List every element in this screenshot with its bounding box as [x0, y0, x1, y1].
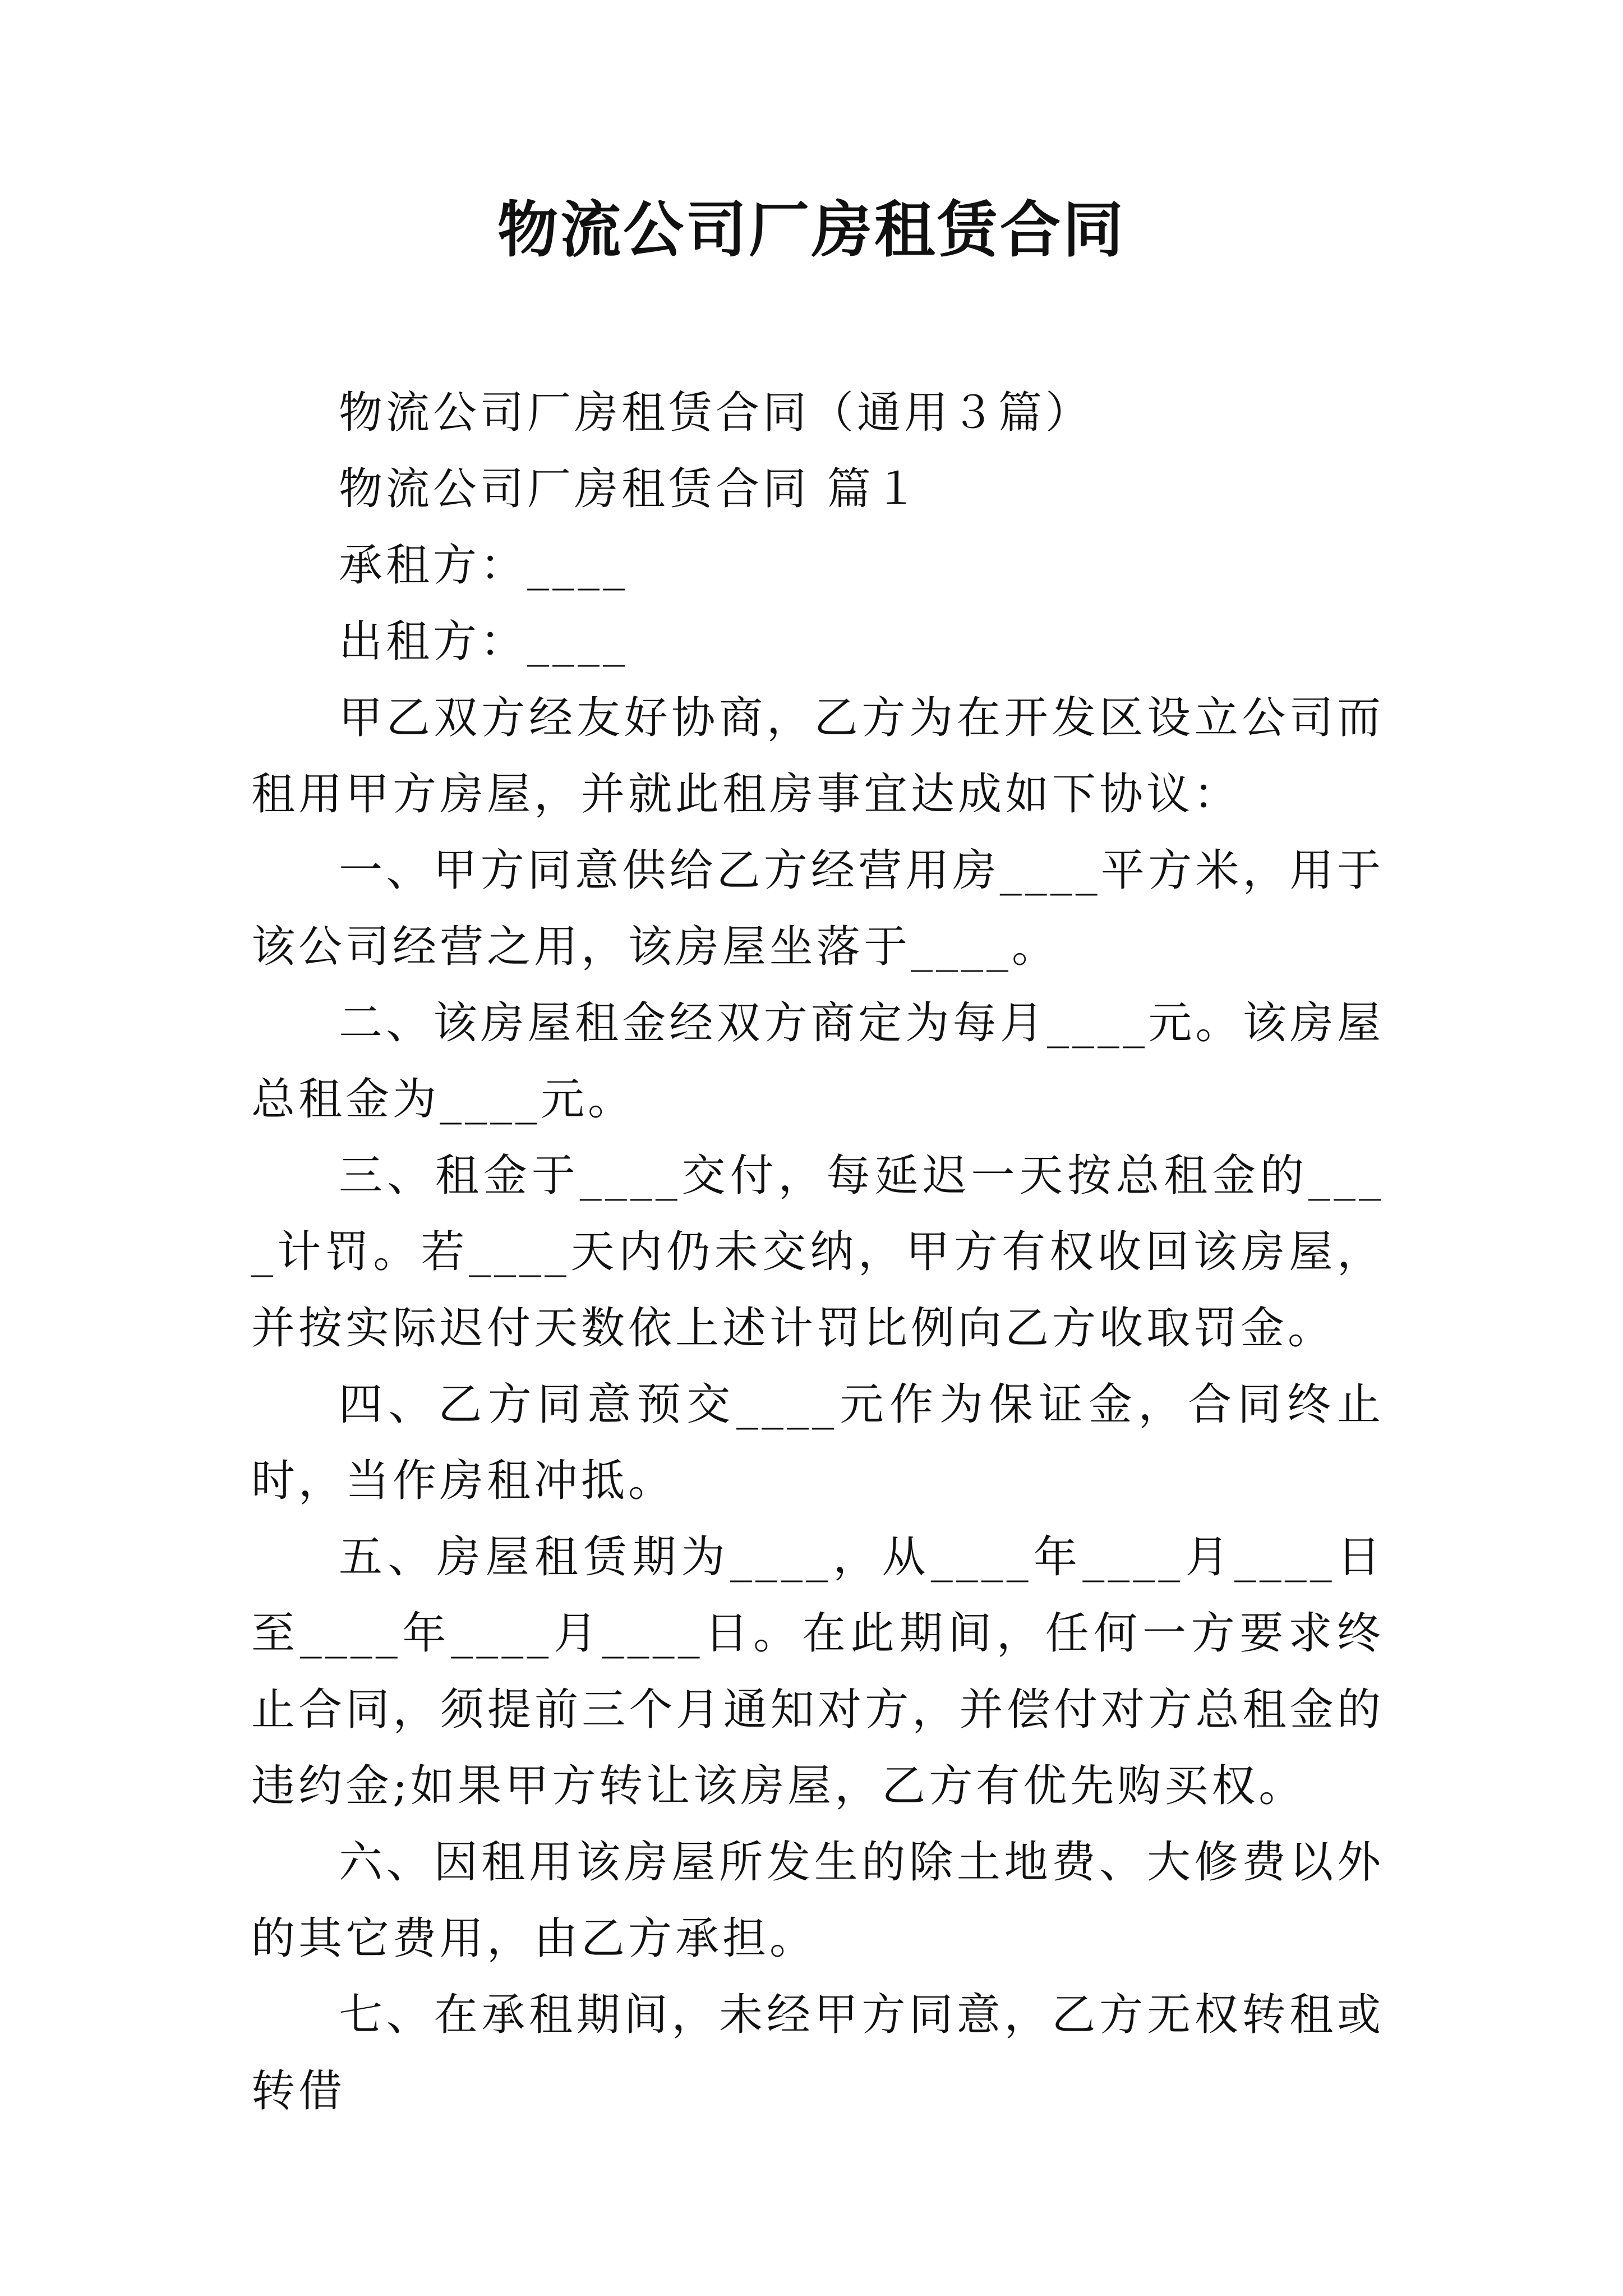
paragraph-clause-1: 一、甲方同意供给乙方经营用房____平方米，用于该公司经营之用，该房屋坐落于____。	[251, 845, 1384, 972]
document-title: 物流公司厂房租赁合同	[497, 195, 1126, 265]
paragraph-clause-2: 二、该房屋租金经双方商定为每月____元。该房屋总租金为____元。	[251, 998, 1384, 1125]
document-body	[251, 375, 1384, 2129]
paragraph-clause-5: 五、房屋租赁期为____，从____年____月____日至____年____月____日。在此期间，任何一方要求终止合同，须提前三个月通知对方，并偿付对方总租金的违约金;如果甲方转让该房屋，乙方有优先购买权。	[251, 1532, 1384, 1811]
paragraph-lessee: 承租方：____	[339, 540, 629, 591]
paragraph-preamble: 甲乙双方经友好协商，乙方为在开发区设立公司而租用甲方房屋，并就此租房事宜达成如下协议：	[251, 693, 1384, 820]
paragraph-clause-3: 三、租金于____交付，每延迟一天按总租金的____计罚。若____天内仍未交纳，甲方有权收回该房屋，并按实际迟付天数依上述计罚比例向乙方收取罚金。	[251, 1151, 1384, 1354]
paragraph-section-heading: 物流公司厂房租赁合同 篇１	[339, 464, 921, 514]
paragraph-subtitle: 物流公司厂房租赁合同（通用３篇）	[339, 388, 1093, 438]
paragraph-clause-6: 六、因租用该房屋所发生的除土地费、大修费以外的其它费用，由乙方承担。	[251, 1837, 1384, 1964]
paragraph-lessor: 出租方：____	[339, 616, 629, 667]
paragraph-clause-4: 四、乙方同意预交____元作为保证金，合同终止时，当作房租冲抵。	[251, 1379, 1384, 1506]
paragraph-clause-7: 七、在承租期间，未经甲方同意，乙方无权转租或转借	[251, 1990, 1384, 2116]
